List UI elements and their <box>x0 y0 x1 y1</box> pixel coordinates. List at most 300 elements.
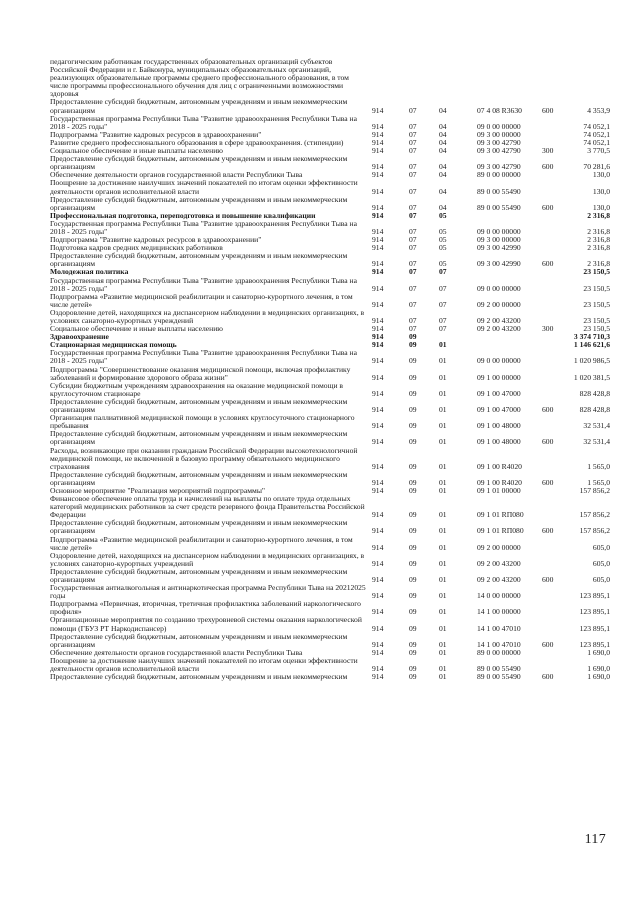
expense-type-code: 600 <box>542 477 554 487</box>
table-row <box>50 398 610 414</box>
row-name: Расходы, возникающие при оказании гражданам Российской Федерации высокотехнологичной медицинской помощи, не включенной в базовую программу обязательного медицинского страхования <box>50 445 358 471</box>
subsection-code: 04 <box>439 186 447 196</box>
section-code: 09 <box>409 664 417 674</box>
expense-type-code <box>542 349 568 365</box>
ministry-code: 914 <box>372 485 384 495</box>
subsection-code: 05 <box>439 226 447 236</box>
amount: 1 690,0 <box>587 647 610 657</box>
target-article-code: 89 0 00 00000 <box>477 170 521 180</box>
section-code: 07 <box>409 186 417 196</box>
amount: 23 150,5 <box>583 316 610 325</box>
subsection-code: 05 <box>439 210 447 220</box>
ministry-code: 914 <box>372 316 384 325</box>
section-code: 09 <box>409 575 417 584</box>
ministry-code: 914 <box>372 664 384 674</box>
section-code: 09 <box>409 591 417 601</box>
subsection-code: 01 <box>439 647 447 657</box>
subsection-code: 01 <box>439 558 447 568</box>
ministry-code: 914 <box>372 299 384 309</box>
budget-table-body <box>50 58 610 681</box>
ministry-code: 914 <box>372 388 384 398</box>
amount: 1 146 621,6 <box>573 340 610 350</box>
row-name: Государственная программа Республики Тыва "Развитие здравоохранения Республики Тыва на 2018 - 2025 годы" <box>50 113 357 131</box>
section-code: 07 <box>409 137 417 147</box>
row-name: Предоставление субсидий бюджетным, автономным учреждениям и иным некоммерческим организациям <box>50 251 348 269</box>
section-code: 09 <box>409 639 417 649</box>
expense-type-code <box>542 236 568 244</box>
ministry-code: 914 <box>372 356 384 366</box>
section-code: 07 <box>409 283 417 293</box>
amount: 2 316,8 <box>587 210 610 220</box>
table-row <box>50 471 610 487</box>
target-article-code: 09 1 01 00000 <box>477 485 521 495</box>
section-code: 09 <box>409 607 417 617</box>
target-article-code: 09 1 00 48000 <box>477 421 521 431</box>
section-code: 07 <box>409 235 417 245</box>
section-code: 09 <box>409 461 417 471</box>
expense-type-code <box>542 277 568 293</box>
expense-type-code <box>542 171 568 179</box>
expense-type-code <box>542 220 568 236</box>
target-article-code: 09 2 00 00000 <box>477 542 521 552</box>
target-article-code: 09 1 00 47000 <box>477 388 521 398</box>
row-name: Основное мероприятие "Реализация мероприятий подпрограммы" <box>50 485 266 495</box>
expense-type-code <box>542 447 568 471</box>
table-row <box>50 673 610 681</box>
table-row <box>50 293 610 309</box>
target-article-code: 09 2 00 43200 <box>477 324 521 334</box>
expense-type-code: 600 <box>542 105 554 115</box>
row-name: Государственная антиалкогольная и антинаркотическая программа Республики Тыва на 20212025 годы <box>50 583 366 601</box>
section-code: 07 <box>409 202 417 212</box>
ministry-code: 914 <box>372 542 384 552</box>
row-name: Развитие среднего профессионального образования в сфере здравоохранения. (стипендии) <box>50 137 344 147</box>
amount: 157 856,2 <box>579 526 610 536</box>
ministry-code: 914 <box>372 170 384 180</box>
target-article-code: 09 3 00 42790 <box>477 137 521 147</box>
section-code: 07 <box>409 316 417 325</box>
target-article-code: 14 1 00 47010 <box>477 623 521 633</box>
subsection-code: 04 <box>439 105 447 115</box>
ministry-code: 914 <box>372 283 384 293</box>
target-article-code: 89 0 00 00000 <box>477 647 521 657</box>
amount: 605,0 <box>592 575 610 584</box>
expense-type-code: 300 <box>542 146 554 156</box>
subsection-code: 01 <box>439 356 447 366</box>
subsection-code: 07 <box>439 324 447 334</box>
ministry-code: 914 <box>372 372 384 382</box>
subsection-code: 01 <box>439 477 447 487</box>
section-code: 09 <box>409 542 417 552</box>
section-code: 07 <box>409 170 417 180</box>
row-name: Молодежная политика <box>50 267 129 277</box>
subsection-code: 01 <box>439 437 447 447</box>
target-article-code: 09 3 00 42790 <box>477 146 521 156</box>
subsection-code: 01 <box>439 421 447 431</box>
subsection-code: 01 <box>439 526 447 536</box>
row-name: Предоставление субсидий бюджетным, автономным учреждениям и иным некоммерческим организациям <box>50 194 348 212</box>
amount: 2 316,8 <box>587 235 610 245</box>
expense-type-code: 600 <box>542 202 554 212</box>
subsection-code: 04 <box>439 202 447 212</box>
expense-type-code <box>542 244 568 252</box>
subsection-code: 05 <box>439 243 447 253</box>
table-row <box>50 179 610 195</box>
amount: 605,0 <box>592 542 610 552</box>
table-row <box>50 252 610 268</box>
amount: 70 281,6 <box>583 162 610 172</box>
row-name: Обеспечение деятельности органов государственной власти Республики Тыва <box>50 647 303 657</box>
ministry-code: 914 <box>372 623 384 633</box>
expense-type-code: 600 <box>542 639 554 649</box>
table-row <box>50 616 610 632</box>
target-article-code: 09 0 00 00000 <box>477 356 521 366</box>
table-row <box>50 382 610 398</box>
target-article-code: 14 1 00 00000 <box>477 607 521 617</box>
table-row <box>50 584 610 600</box>
ministry-code: 914 <box>372 202 384 212</box>
expense-type-code <box>542 333 568 341</box>
ministry-code: 914 <box>372 405 384 415</box>
ministry-code: 914 <box>372 647 384 657</box>
subsection-code: 01 <box>439 672 447 682</box>
ministry-code: 914 <box>372 558 384 568</box>
expense-type-code <box>542 179 568 195</box>
amount: 123 895,1 <box>579 639 610 649</box>
section-code: 09 <box>409 340 417 350</box>
table-row <box>50 115 610 131</box>
section-code: 09 <box>409 332 417 342</box>
table-row <box>50 657 610 673</box>
target-article-code: 09 3 00 00000 <box>477 129 521 139</box>
ministry-code: 914 <box>372 267 384 277</box>
row-name: Предоставление субсидий бюджетным, автономным учреждениям и иным некоммерческим организациям <box>50 469 348 487</box>
row-name: Подпрограмма "Совершенствование оказания медицинской помощи, включая профилактику заболеваний и формирование здорового образа жизни" <box>50 364 351 382</box>
row-name: Подпрограмма «Развитие медицинской реабилитации и санаторно-курортного лечения, в том числе детей» <box>50 291 353 309</box>
expense-type-code <box>542 487 568 495</box>
table-row <box>50 196 610 212</box>
row-name: Здравоохранение <box>50 332 109 342</box>
section-code: 07 <box>409 267 417 277</box>
target-article-code: 09 2 00 00000 <box>477 299 521 309</box>
subsection-code <box>439 58 477 98</box>
ministry-code: 914 <box>372 477 384 487</box>
target-article-code <box>477 212 542 220</box>
ministry-code: 914 <box>372 324 384 334</box>
table-row <box>50 58 610 98</box>
amount: 1 565,0 <box>587 461 610 471</box>
amount: 23 150,5 <box>583 299 610 309</box>
amount: 157 856,2 <box>579 510 610 520</box>
amount: 1 020 381,5 <box>573 372 610 382</box>
section-code: 07 <box>409 105 417 115</box>
section-code: 09 <box>409 647 417 657</box>
table-row <box>50 220 610 236</box>
target-article-code: 09 3 00 00000 <box>477 235 521 245</box>
table-row <box>50 430 610 446</box>
budget-table <box>50 58 610 681</box>
row-name: Профессиональная подготовка, переподготовка и повышение квалификации <box>50 210 316 220</box>
ministry-code: 914 <box>372 510 384 520</box>
section-code: 07 <box>409 299 417 309</box>
section-code: 07 <box>409 210 417 220</box>
section-code: 07 <box>409 226 417 236</box>
ministry-code: 914 <box>372 437 384 447</box>
subsection-code: 01 <box>439 607 447 617</box>
target-article-code <box>477 268 542 276</box>
amount: 123 895,1 <box>579 623 610 633</box>
amount: 1 020 986,5 <box>573 356 610 366</box>
subsection-code: 01 <box>439 388 447 398</box>
table-row <box>50 568 610 584</box>
amount: 32 531,4 <box>583 437 610 447</box>
row-name: Предоставление субсидий бюджетным, автономным учреждениям и иным некоммерческим организациям <box>50 631 348 649</box>
row-name: Государственная программа Республики Тыва "Развитие здравоохранения Республики Тыва на 2018 - 2025 годы" <box>50 275 357 293</box>
ministry-code: 914 <box>372 146 384 156</box>
row-name: Предоставление субсидий бюджетным, автономным учреждениям и иным некоммерческим организациям <box>50 154 348 172</box>
expense-type-code <box>542 366 568 382</box>
expense-type-code: 600 <box>542 162 554 172</box>
target-article-code: 09 3 00 42790 <box>477 162 521 172</box>
ministry-code: 914 <box>372 421 384 431</box>
ministry-code: 914 <box>372 243 384 253</box>
amount: 123 895,1 <box>579 607 610 617</box>
ministry-code: 914 <box>372 210 384 220</box>
table-row <box>50 633 610 649</box>
table-row <box>50 98 610 114</box>
expense-type-code <box>542 268 568 276</box>
ministry-code: 914 <box>372 526 384 536</box>
ministry-code: 914 <box>372 226 384 236</box>
table-row <box>50 552 610 568</box>
row-name: Оздоровление детей, находящихся на диспансерном наблюдении в медицинских организациях, в условиях санаторно-курортных учреждений <box>50 550 365 568</box>
subsection-code: 07 <box>439 316 447 325</box>
row-name: Социальное обеспечение и иные выплаты населению <box>50 324 223 334</box>
amount: 32 531,4 <box>583 421 610 431</box>
target-article-code <box>477 333 542 341</box>
section-code: 07 <box>409 324 417 334</box>
expense-type-code <box>542 58 568 98</box>
section-code: 09 <box>409 526 417 536</box>
expense-type-code <box>542 495 568 519</box>
ministry-code: 914 <box>372 639 384 649</box>
table-row <box>50 366 610 382</box>
ministry-code: 914 <box>372 340 384 350</box>
subsection-code: 04 <box>439 170 447 180</box>
row-name: Организационные мероприятия по созданию трехуровневой системы оказания наркологической помощи (ГБУЗ РТ Наркодиспансер) <box>50 615 362 633</box>
row-name: Социальное обеспечение и иные выплаты населению <box>50 146 223 156</box>
section-code: 07 <box>409 129 417 139</box>
subsection-code: 01 <box>439 664 447 674</box>
target-article-code: 09 1 01 RП080 <box>477 526 524 536</box>
section-code: 09 <box>409 405 417 415</box>
row-name: Подпрограмма «Развитие медицинской реабилитации и санаторно-курортного лечения, в том числе детей» <box>50 534 353 552</box>
row-name: Государственная программа Республики Тыва "Развитие здравоохранения Республики Тыва на 2018 - 2025 годы" <box>50 348 357 366</box>
target-article-code: 09 3 00 42990 <box>477 259 521 269</box>
ministry-code: 914 <box>372 672 384 682</box>
row-name: Поощрение за достижение наилучших значений показателей по итогам оценки эффективности деятельности органов исполнительной власти <box>50 655 358 674</box>
section-code: 07 <box>409 146 417 156</box>
target-article-code: 09 2 00 43200 <box>477 558 521 568</box>
amount: 1 690,0 <box>587 672 610 682</box>
expense-type-code <box>542 657 568 673</box>
table-row <box>50 349 610 365</box>
row-name: Субсидии бюджетным учреждениям здравоохранения на оказание медицинской помощи в круглосуточном стационаре <box>50 380 343 398</box>
amount: 130,0 <box>592 170 610 180</box>
expense-type-code: 600 <box>542 405 554 415</box>
amount <box>568 58 610 98</box>
ministry-code: 914 <box>372 129 384 139</box>
amount: 23 150,5 <box>583 283 610 293</box>
ministry-code: 914 <box>372 121 384 131</box>
expense-type-code: 600 <box>542 575 554 584</box>
amount: 130,0 <box>592 186 610 196</box>
subsection-code: 01 <box>439 372 447 382</box>
amount: 74 052,1 <box>583 137 610 147</box>
target-article-code: 09 3 00 42990 <box>477 243 521 253</box>
amount: 123 895,1 <box>579 591 610 601</box>
target-article-code: 07 4 08 R3630 <box>477 105 522 115</box>
target-article-code: 09 1 00 48000 <box>477 437 521 447</box>
row-name: Предоставление субсидий бюджетным, автономным учреждениям и иным некоммерческим организациям <box>50 97 348 115</box>
ministry-code: 914 <box>372 235 384 245</box>
target-article-code: 14 0 00 00000 <box>477 591 521 601</box>
expense-type-code <box>542 131 568 139</box>
amount: 23 150,5 <box>583 267 610 277</box>
amount: 828 428,8 <box>579 388 610 398</box>
row-name: Подпрограмма «Первичная, вторичная, третичная профилактика заболеваний наркологического профиля» <box>50 599 361 617</box>
subsection-code: 04 <box>439 162 447 172</box>
ministry-code: 914 <box>372 186 384 196</box>
row-name: Организация паллиативной медицинской помощи в условиях круглосуточного стационарного пребывания <box>50 413 355 431</box>
amount: 2 316,8 <box>587 226 610 236</box>
section-code: 09 <box>409 510 417 520</box>
subsection-code: 04 <box>439 129 447 139</box>
amount: 3 770,5 <box>587 146 610 156</box>
subsection-code: 01 <box>439 340 447 350</box>
subsection-code: 01 <box>439 542 447 552</box>
target-article-code <box>477 341 542 349</box>
ministry-code: 914 <box>372 591 384 601</box>
expense-type-code: 300 <box>542 324 554 334</box>
subsection-code: 01 <box>439 510 447 520</box>
target-article-code: 14 1 00 47010 <box>477 639 521 649</box>
expense-type-code <box>542 382 568 398</box>
ministry-code <box>372 58 409 98</box>
expense-type-code <box>542 115 568 131</box>
amount: 157 856,2 <box>579 485 610 495</box>
row-name: педагогическим работникам государственных образовательных организаций субъектов Российской Федерации и г. Байконура, муниципальных образовательных организаций, реализующих образовательные программы среднего профессионального образования, в том числе программы профессионального обучения для лиц с ограниченными возможностями здоровья <box>50 57 349 99</box>
table-row <box>50 536 610 552</box>
table-row <box>50 309 610 325</box>
target-article-code: 09 1 00 00000 <box>477 372 521 382</box>
subsection-code: 07 <box>439 283 447 293</box>
subsection-code: 07 <box>439 267 447 277</box>
section-code: 09 <box>409 372 417 382</box>
target-article-code: 89 0 00 55490 <box>477 186 521 196</box>
table-row <box>50 495 610 519</box>
target-article-code <box>477 58 542 98</box>
ministry-code: 914 <box>372 137 384 147</box>
amount: 2 316,8 <box>587 259 610 269</box>
table-row <box>50 325 610 333</box>
ministry-code: 914 <box>372 607 384 617</box>
table-row <box>50 277 610 293</box>
subsection-code: 01 <box>439 591 447 601</box>
amount: 23 150,5 <box>583 324 610 334</box>
row-name: Подпрограмма "Развитие кадровых ресурсов в здравоохранении" <box>50 235 262 245</box>
subsection-code: 07 <box>439 299 447 309</box>
section-code: 09 <box>409 421 417 431</box>
amount: 2 316,8 <box>587 243 610 253</box>
section-code: 09 <box>409 485 417 495</box>
expense-type-code <box>542 584 568 600</box>
amount: 74 052,1 <box>583 129 610 139</box>
target-article-code: 09 1 00 R4020 <box>477 477 522 487</box>
row-name: Государственная программа Республики Тыва "Развитие здравоохранения Республики Тыва на 2018 - 2025 годы" <box>50 218 357 236</box>
expense-type-code: 600 <box>542 672 554 682</box>
section-code: 09 <box>409 356 417 366</box>
ministry-code: 914 <box>372 105 384 115</box>
expense-type-code <box>542 649 568 657</box>
target-article-code: 89 0 00 55490 <box>477 202 521 212</box>
amount: 1 565,0 <box>587 477 610 487</box>
row-name: Предоставление субсидий бюджетным, автономным учреждениям и иным некоммерческим организациям <box>50 396 348 415</box>
expense-type-code <box>542 536 568 552</box>
target-article-code: 09 1 01 RП080 <box>477 510 524 520</box>
target-article-code: 89 0 00 55490 <box>477 672 521 682</box>
expense-type-code <box>542 414 568 430</box>
ministry-code: 914 <box>372 259 384 269</box>
ministry-code: 914 <box>372 162 384 172</box>
subsection-code: 01 <box>439 485 447 495</box>
amount: 130,0 <box>592 202 610 212</box>
row-name: Обеспечение деятельности органов государственной власти Республики Тыва <box>50 170 303 180</box>
table-row <box>50 414 610 430</box>
section-code: 09 <box>409 623 417 633</box>
expense-type-code <box>542 552 568 568</box>
row-name: Подпрограмма "Развитие кадровых ресурсов в здравоохранении" <box>50 129 262 139</box>
table-row <box>50 519 610 535</box>
amount: 4 353,9 <box>587 105 610 115</box>
expense-type-code <box>542 293 568 309</box>
subsection-code: 04 <box>439 137 447 147</box>
target-article-code: 89 0 00 55490 <box>477 664 521 674</box>
amount: 828 428,8 <box>579 405 610 415</box>
amount: 1 690,0 <box>587 664 610 674</box>
table-row <box>50 447 610 471</box>
subsection-code: 05 <box>439 259 447 269</box>
expense-type-code: 600 <box>542 259 554 269</box>
row-name: Стационарная медицинская помощь <box>50 340 177 350</box>
target-article-code: 09 2 00 43200 <box>477 316 521 325</box>
row-name: Предоставление субсидий бюджетным, автономным учреждениям и иным некоммерческим организациям <box>50 518 348 536</box>
amount: 74 052,1 <box>583 121 610 131</box>
section-code: 07 <box>409 259 417 269</box>
expense-type-code <box>542 309 568 325</box>
target-article-code: 09 0 00 00000 <box>477 283 521 293</box>
section-code: 09 <box>409 437 417 447</box>
ministry-code: 914 <box>372 575 384 584</box>
subsection-code: 01 <box>439 461 447 471</box>
subsection-code: 04 <box>439 146 447 156</box>
target-article-code: 09 1 00 R4020 <box>477 461 522 471</box>
page-number: 117 <box>584 832 606 847</box>
subsection-code: 04 <box>439 121 447 131</box>
target-article-code: 09 0 00 00000 <box>477 226 521 236</box>
row-name: Предоставление субсидий бюджетным, автономным учреждениям и иным некоммерческим <box>50 672 348 682</box>
amount: 3 374 710,3 <box>573 332 610 342</box>
